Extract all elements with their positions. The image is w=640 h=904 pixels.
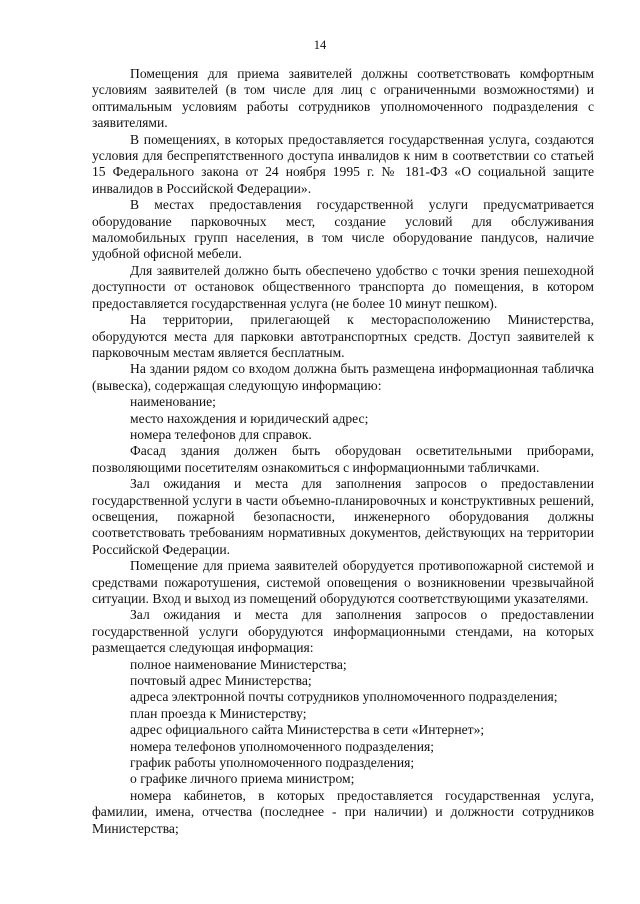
paragraph: В местах предоставления государственной услуги предусматривается оборудование парковочных мест, создание условий для обслуживания маломобильных групп населения, в том числе оборудование пандусов, наличие удобной офисной мебели. [92, 197, 594, 262]
paragraph: Для заявителей должно быть обеспечено удобство с точки зрения пешеходной доступности от остановок общественного транспорта до помещения, в котором предоставляется государственная услуга (не более 10 минут пешком). [92, 262, 594, 311]
list-item: место нахождения и юридический адрес; [130, 410, 369, 426]
paragraph: Помещения для приема заявителей должны соответствовать комфортным условиям заявителей (в том числе для лиц с ограниченными возможностями) и оптимальным условиям работы сотрудников уполномоченного подразделения с заявителями. [92, 66, 594, 131]
paragraph: Зал ожидания и места для заполнения запросов о предоставлении государственной услуги в части объемно-планировочных и конструктивных решений, освещения, пожарной безопасности, инженерного оборудования должны соответствовать требованиям нормативных документов, действующих на территории Российской Федерации. [92, 476, 594, 557]
list-item: план проезда к Министерству; [130, 705, 307, 721]
list-item: наименование; [130, 394, 216, 410]
list-item: адрес официального сайта Министерства в сети «Интернет»; [130, 722, 485, 738]
list-item: почтовый адрес Министерства; [130, 673, 312, 689]
paragraph: На территории, прилегающей к месторасположению Министерства, оборудуются места для парковки автотранспортных средств. Доступ заявителей к парковочным местам является бесплатным. [92, 312, 594, 360]
paragraph: Фасад здания должен быть оборудован осветительными приборами, позволяющими посетителям ознакомиться с информационными табличками. [92, 443, 594, 475]
list-item: номера телефонов для справок. [130, 426, 312, 442]
list-item: адреса электронной почты сотрудников уполномоченного подразделения; [130, 689, 558, 705]
document-body [92, 66, 594, 837]
list-item: график работы уполномоченного подразделения; [130, 755, 415, 771]
list-item: о графике личного приема министром; [130, 771, 355, 787]
paragraph: В помещениях, в которых предоставляется государственная услуга, создаются условия для беспрепятственного доступа инвалидов к ним в соответствии со статьей 15 Федерального закона от 24 ноября 1995 г. № 181-ФЗ «О социальной защите инвалидов в Российской Федерации». [92, 131, 594, 196]
paragraph: номера кабинетов, в которых предоставляется государственная услуга, фамилии, имена, отчества (последнее - при наличии) и должности сотрудников Министерства; [92, 787, 594, 836]
paragraph: Зал ожидания и места для заполнения запросов о предоставлении государственной услуги оборудуются информационными стендами, на которых размещается следующая информация: [92, 607, 594, 656]
paragraph: На здании рядом со входом должна быть размещена информационная табличка (вывеска), содержащая следующую информацию: [92, 361, 594, 393]
list-item: номера телефонов уполномоченного подразделения; [130, 738, 435, 754]
page-number: 14 [313, 38, 327, 52]
list-item: полное наименование Министерства; [130, 656, 347, 672]
paragraph: Помещение для приема заявителей оборудуется противопожарной системой и средствами пожаротушения, системой оповещения о возникновении чрезвычайной ситуации. Вход и выход из помещений оборудуются соответствующими указателями. [92, 558, 594, 606]
